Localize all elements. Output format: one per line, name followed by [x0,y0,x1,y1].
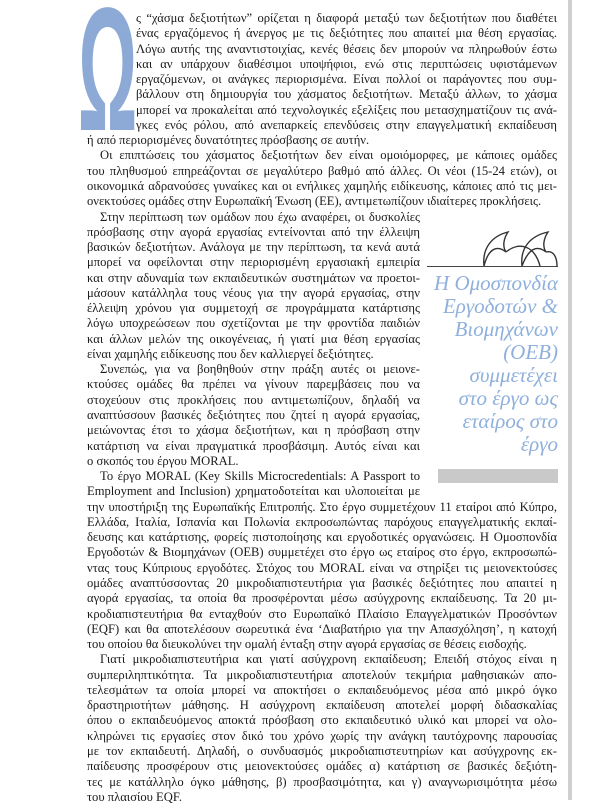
pull-quote-line: (ΟΕΒ) [503,340,558,364]
text-line: συμπεριληπτικότητα. Τα μικροδιαπιστευτήρια αποτελούν τεκμήρια μαθησιακών απο- [87,667,557,682]
text-line: παίδευσης προσφέρουν στις μειονεκτούσες ομάδες α) κατάρτιση σε βασικές δεξιότη- [87,759,557,774]
pull-quote-bar [438,469,558,483]
text-line: μάσουν κατάλληλα τους νέους για την αγορά εργασίας, στην [87,285,420,300]
text-line: Εργοδοτών & Βιομηχάνων (ΟΕΒ) συμμετέχει στο έργο ως εταίρος στο έργο, εκπροσωπώ- [87,545,557,560]
text-line: δραστηριοτήτων μάθησης. Η ασύγχρονη εκπαίδευση αποτελεί μορφή διδασκαλίας [87,698,557,713]
pull-quote-text [424,272,558,456]
text-line: βάλλουν στη δημιουργία του χάσματος δεξιοτήτων. Μεταξύ άλλων, το χάσμα [136,87,557,102]
pull-quote-line: έργο [520,432,558,456]
text-line: μπορεί να προκαλείται από τεχνολογικές εξελίξεις που μετασχηματίζουν τις ανά- [136,102,557,117]
text-line: Το έργο MORAL (Key Skills Microcredentials: A Passport to [100,469,420,484]
text-line: ντας τους Κύπριους εργοδότες. Στόχος του MORAL είναι να στηρίξει τις μειονεκτούσες [87,560,557,575]
text-line: πρόσβασης στην αγορά εργασίας εντείνονται από την έλλειψη [87,224,420,239]
text-line: ομάδες αναπτύσσοντας 20 μικροδιαπιστευτήρια για βασικές δεξιότητες που απαιτεί η [87,575,557,590]
text-line: λόγω υποχρεώσεων που σχετίζονται με την φροντίδα παιδιών [87,316,420,331]
text-line: Ελλάδα, Ιταλία, Ισπανία και Πολωνία εκπροσωπώντας παρόχους επαγγελματικής εκπαί- [87,514,557,529]
text-line: οικονομικά αδρανούσες γυναίκες και οι ενήλικες χαμηλής ειδίκευσης, κάποιες από τις μει- [87,178,557,193]
text-line: γκες ενός ρόλου, από ανεπαρκείς επενδύσεις στην επαγγελματική εκπαίδευση [136,117,557,132]
drop-cap: Ω [78,0,138,168]
text-line: Γιατί μικροδιαπιστευτήρια και γιατί ασύγχρονη εκπαίδευση; Επειδή στόχος είναι η [100,652,557,667]
quotation-mark-icon [478,226,558,268]
pull-quote-line: στο έργο ως [458,386,558,410]
text-line: κτούσες ομάδες θα πρέπει να γίνουν παρεμβάσεις που να [87,377,420,392]
text-line: Συνεπώς, για να βοηθηθούν στην πράξη αυτές οι μειονε- [100,362,420,377]
text-line: αγορά εργασίας, τα οποία θα προσφέρονται μέσω ασύγχρονης εκπαίδευσης. Τα 20 μι- [87,591,557,606]
pull-quote-line: Βιομηχάνων [454,317,558,341]
text-line: του πλαισίου EQF. [87,789,182,804]
text-line: όπου ο εκπαιδευόμενος αποκτά πρόσβαση στο εκπαιδευτικό υλικό και μπορεί να ολο- [87,713,557,728]
page-edge-divider [568,0,572,800]
text-line: (EQF) και θα αποτελέσουν σωρευτικά ένα ‘Διαβατήριο για την Απασχόληση’, η κατοχή [87,621,557,636]
text-line: ένας εργαζόμενος ή άνεργος με τις δεξιότητες που απαιτεί μια θέση εργασίας. [136,26,557,41]
text-line: εργαζόμενων, οι ανάγκες περιορισμένα. Είναι πολλοί οι παράγοντες που συμ- [136,72,557,87]
text-line: με τον εκπαιδευτή. Δηλαδή, ο συνδυασμός μικροδιαπιστευτηρίων και ασύγχρονης εκ- [87,743,557,758]
text-line: την υποστήριξη της Ευρωπαϊκής Επιτροπής. Στο έργο συμμετέχουν 11 εταίροι από Κύπρο, [87,499,557,514]
text-line: και άλλων μελών της οικογένειας, ή γιατί μια θέση εργασίας [87,331,420,346]
text-line: κατάρτιση να είναι πραγματικά προσβάσιμη. Αυτός είναι και [87,438,420,453]
text-line: του οποίου θα διευκολύνει την ομαλή ένταξη στην αγορά εργασίας σε θέσεις εισδοχής. [87,637,527,652]
text-line: του πληθυσμού επηρεάζονται σε μεγαλύτερο βαθμό από άλλες. Οι νέοι (15-24 ετών), οι [87,163,557,178]
text-line: δευσης και κατάρτισης, φορείς πιστοποίησης και εργοδοτικές οργανώσεις. Η Ομοσπονδία [87,530,557,545]
pull-quote-line: Εργοδοτών & [442,294,558,318]
pull-quote-line: Η Ομοσπονδία [434,271,558,295]
text-line: ή από περιορισμένες δυνατότητες πρόσβασης σε αυτήν. [87,133,370,148]
text-line: είναι χαμηλής ειδίκευσης που δεν καλλιεργεί δεξιότητες. [87,346,374,361]
text-line: τες με κατάλληλο όγκο μάθησης, β) προσβασιμότητα, και γ) αναγνωρισιμότητα μέσω [87,774,557,789]
text-line: Στην περίπτωση των ομάδων που έχω αναφέρει, οι δυσκολίες [100,209,420,224]
text-line: βασικών δεξιοτήτων. Ανάλογα με την περίπτωση, τα κενά αυτά [87,240,420,255]
pull-quote-line: εταίρος στο [462,409,558,433]
text-line: τελεσμάτων τα οποία μπορεί να αποκτήσει ο εκπαιδευόμενος μέσα από μικρό όγκο [87,682,557,697]
text-line: και στην αδυναμία των εκπαιδευτικών συστημάτων να προετοι- [87,270,420,285]
text-line: και αν υπάρχουν διαθέσιμοι υποψήφιοι, ενώ στις περιπτώσεις υφιστάμενων [136,56,557,71]
pull-quote-line: συμμετέχει [469,363,558,387]
text-line: κροδιαπιστευτήρια θα ενταχθούν στο Ευρωπαϊκό Πλαίσιο Επαγγελματικών Προσόντων [87,606,557,621]
text-line: μειώνοντας έτσι το χάσμα δεξιοτήτων, και η πρόσβαση στην [87,423,420,438]
text-line: ονεκτούσες ομάδες στην Ευρωπαϊκή Ένωση (ΕΕ), αντιμετωπίζουν ιδιαίτερες προκλήσεις. [87,194,542,209]
text-line: ς “χάσμα δεξιοτήτων” ορίζεται η διαφορά μεταξύ των δεξιοτήτων που διαθέτει [136,11,557,25]
text-line: μπορεί να οφείλονται στην περιορισμένη εργασιακή εμπειρία [87,255,420,270]
pull-quote-rule [427,266,558,267]
text-line: αναπτύσσουν βασικές δεξιότητες που ζητεί η αγορά εργασίας, [87,408,420,423]
text-line: έλλειψη χρόνου για συμμετοχή σε προγράμματα κατάρτισης [87,301,420,316]
text-line: στοχεύουν στις προκλήσεις που αντιμετωπίζουν, δηλαδή να [87,392,420,407]
text-line: Οι επιπτώσεις του χάσματος δεξιοτήτων δεν είναι ομοιόμορφες, με κάποιες ομάδες [100,148,557,163]
text-line: Employment and Inclusion) χρηματοδοτείται και υλοποιείται με [87,484,420,499]
text-line: κληρώνει τις εργασίες στον δικό του χρόνο χωρίς την ανάγκη ταυτόχρονης παρουσίας [87,728,557,743]
text-line: Λόγω αυτής της αναντιστοιχίας, κενές θέσεις δεν μπορούν να πληρωθούν έστω [136,41,557,56]
text-line: ο σκοπός του έργου MORAL. [87,453,239,468]
